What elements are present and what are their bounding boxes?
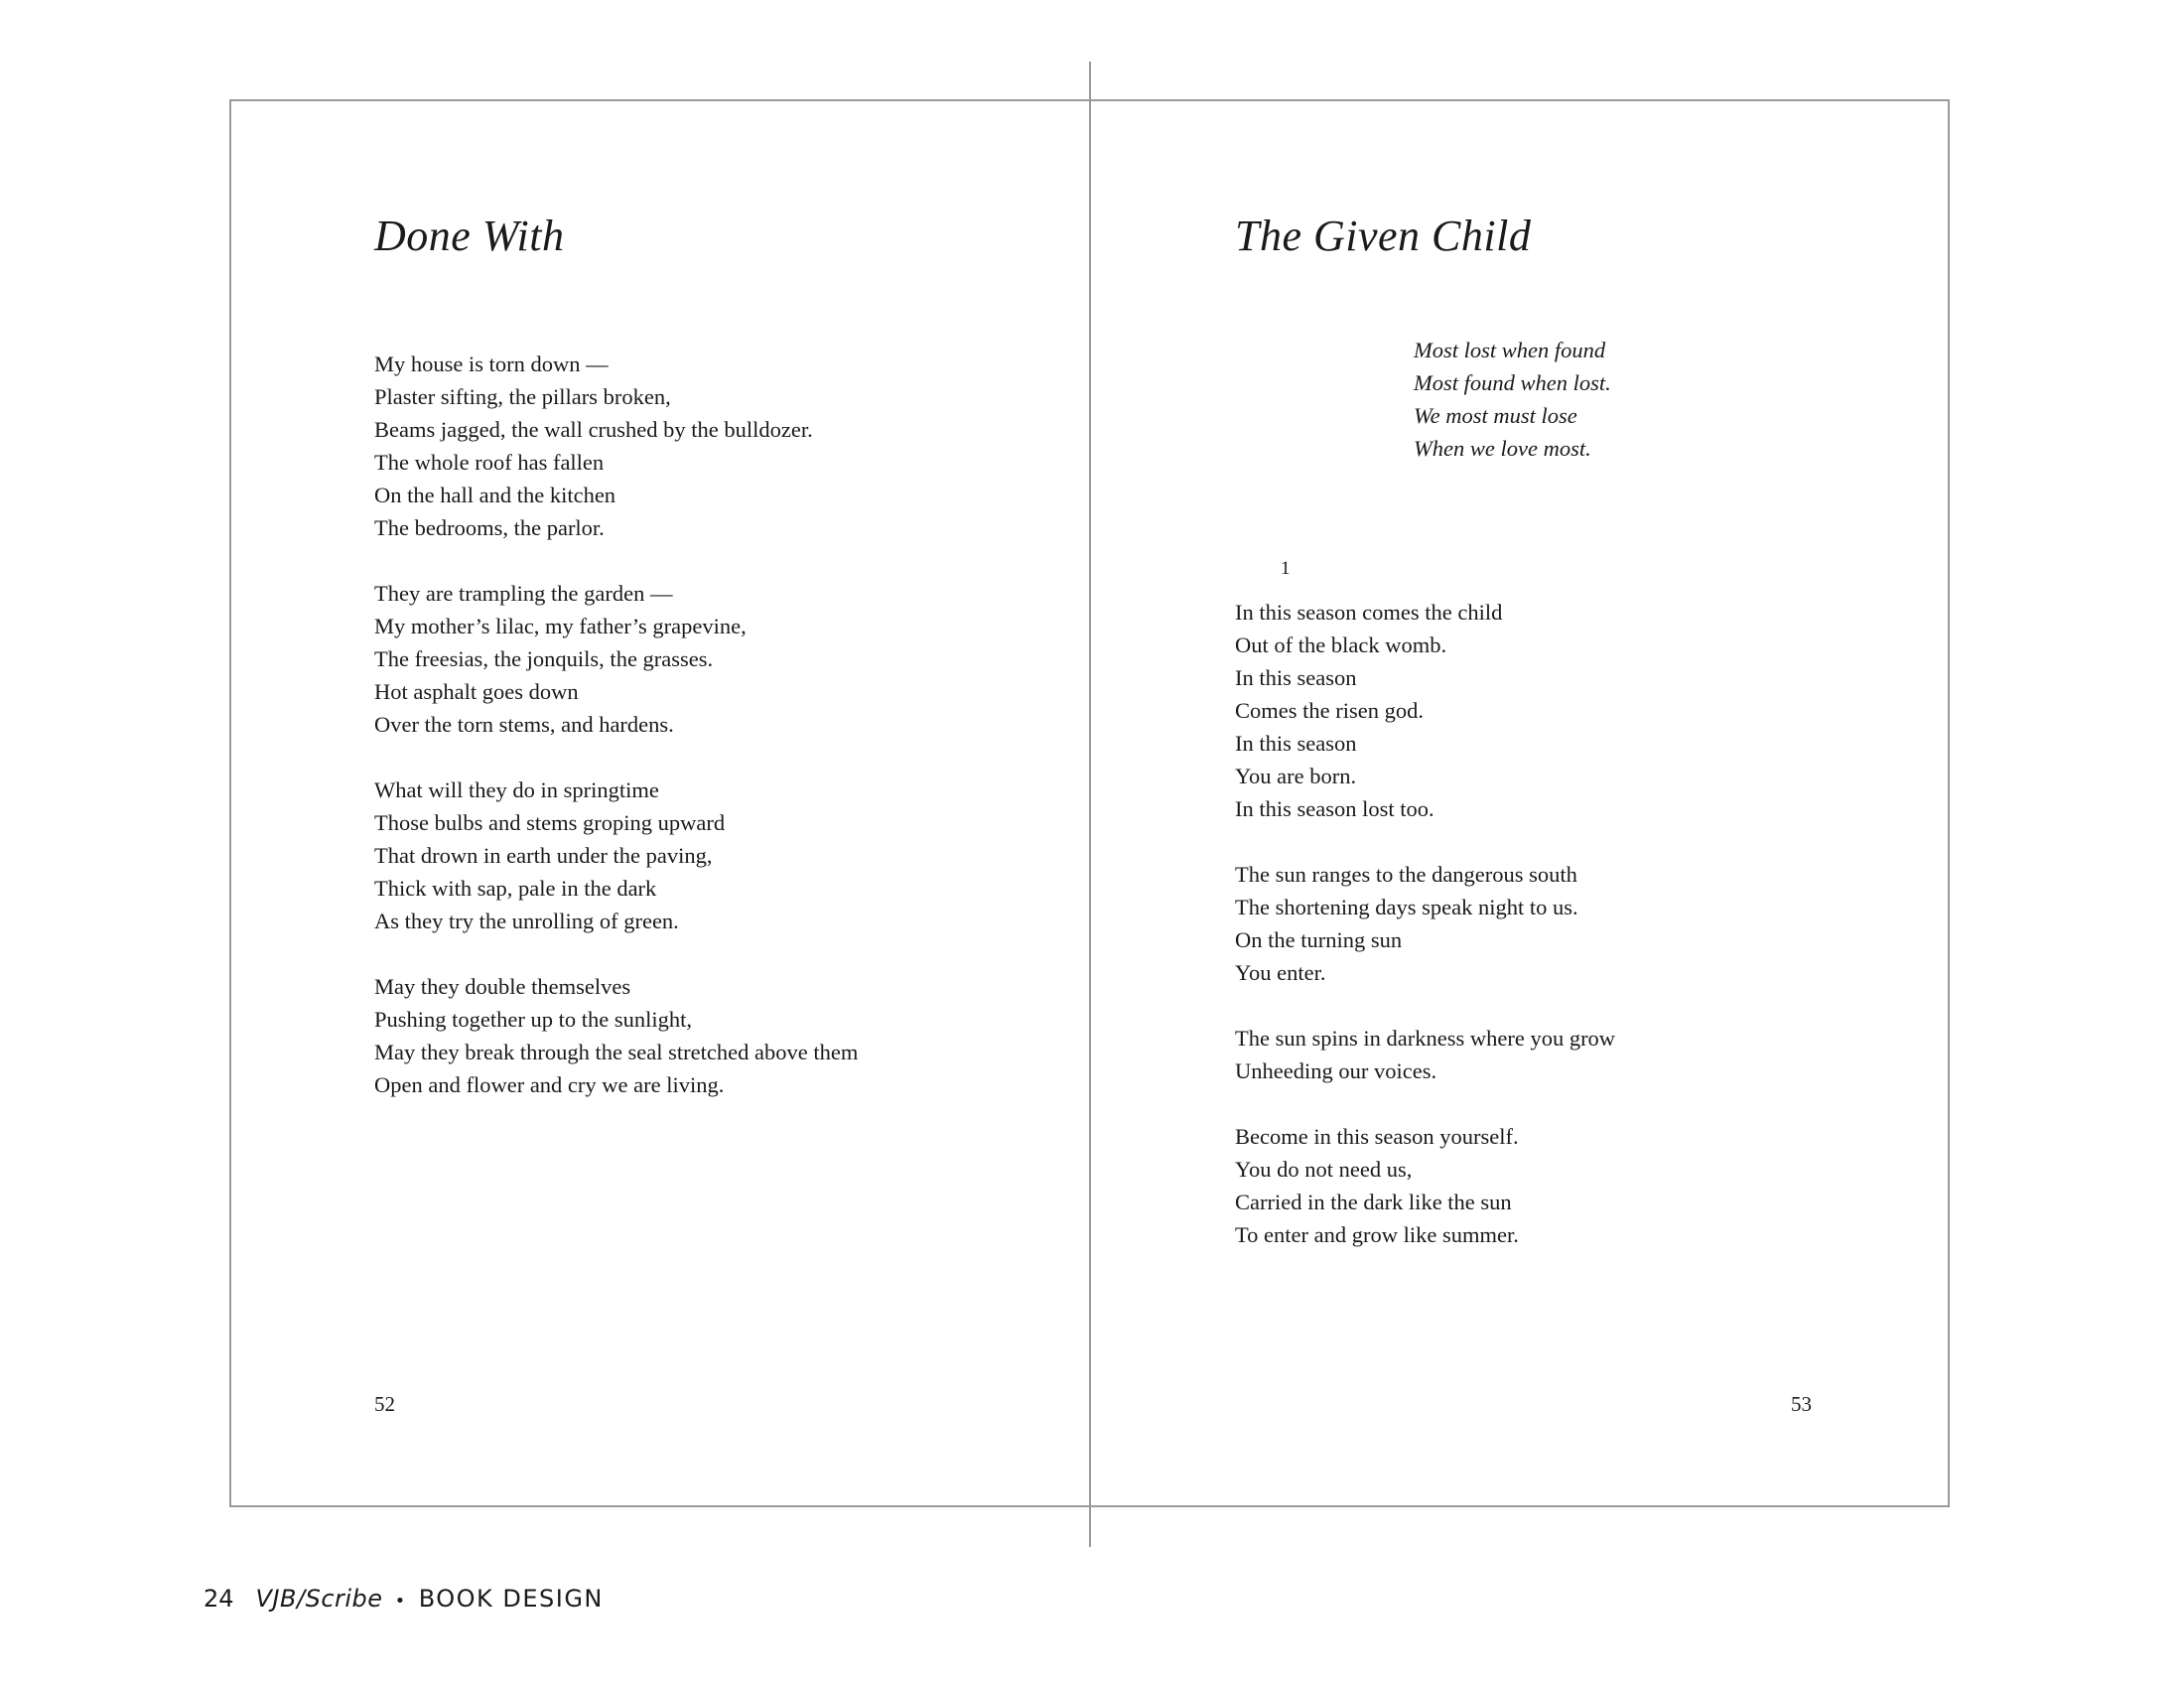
epigraph-line: Most found when lost. bbox=[1414, 370, 1611, 395]
poem-line: The shortening days speak night to us. bbox=[1235, 895, 1578, 919]
poem-line: Thick with sap, pale in the dark bbox=[374, 876, 657, 901]
gutter-line bbox=[1089, 62, 1091, 1547]
poem-line: Beams jagged, the wall crushed by the bulldozer. bbox=[374, 417, 813, 442]
portfolio-footer bbox=[204, 1585, 604, 1613]
poem-line: In this season bbox=[1235, 665, 1357, 690]
poem-line: To enter and grow like summer. bbox=[1235, 1222, 1519, 1247]
poem-line: May they break through the seal stretched above them bbox=[374, 1040, 859, 1064]
stanza bbox=[374, 970, 858, 1101]
poem-line: Unheeding our voices. bbox=[1235, 1058, 1437, 1083]
epigraph-line: When we love most. bbox=[1414, 436, 1591, 461]
page-number: 52 bbox=[374, 1392, 395, 1416]
poem-line: Open and flower and cry we are living. bbox=[374, 1072, 725, 1097]
poem-body bbox=[1235, 596, 1615, 1251]
stanza bbox=[1235, 1120, 1615, 1251]
section-number: 1 bbox=[1281, 558, 1291, 579]
poem-line: My house is torn down — bbox=[374, 352, 609, 376]
poem-line: That drown in earth under the paving, bbox=[374, 843, 713, 868]
footer-section: BOOK DESIGN bbox=[418, 1585, 604, 1613]
poem-line: What will they do in springtime bbox=[374, 777, 659, 802]
poem-line: Over the torn stems, and hardens. bbox=[374, 712, 674, 737]
poem-line: On the turning sun bbox=[1235, 927, 1403, 952]
stanza bbox=[1235, 858, 1615, 989]
poem-line: The bedrooms, the parlor. bbox=[374, 515, 605, 540]
poem-line: As they try the unrolling of green. bbox=[374, 909, 679, 933]
poem-line: Comes the risen god. bbox=[1235, 698, 1424, 723]
poem-line: In this season lost too. bbox=[1235, 796, 1434, 821]
poem-line: The sun spins in darkness where you grow bbox=[1235, 1026, 1616, 1051]
stanza bbox=[374, 774, 858, 937]
poem-line: Become in this season yourself. bbox=[1235, 1124, 1519, 1149]
footer-page-number: 24 bbox=[204, 1585, 234, 1613]
poem-line: They are trampling the garden — bbox=[374, 581, 673, 606]
poem-line: You do not need us, bbox=[1235, 1157, 1413, 1182]
stanza bbox=[1235, 596, 1615, 825]
poem-line: The freesias, the jonquils, the grasses. bbox=[374, 646, 714, 671]
poem-line: May they double themselves bbox=[374, 974, 631, 999]
stanza bbox=[374, 577, 858, 741]
epigraph-line: Most lost when found bbox=[1414, 338, 1606, 362]
poem-title: Done With bbox=[374, 211, 565, 260]
poem-line: Those bulbs and stems groping upward bbox=[374, 810, 726, 835]
poem-title: The Given Child bbox=[1235, 211, 1532, 260]
poem-line: Carried in the dark like the sun bbox=[1235, 1190, 1512, 1214]
poem-line: You enter. bbox=[1235, 960, 1326, 985]
stanza bbox=[1235, 1022, 1615, 1087]
poem-line: The whole roof has fallen bbox=[374, 450, 605, 475]
poem-line: Out of the black womb. bbox=[1235, 633, 1447, 657]
footer-separator: • bbox=[394, 1591, 407, 1612]
poem-line: You are born. bbox=[1235, 764, 1357, 788]
poem-line: Plaster sifting, the pillars broken, bbox=[374, 384, 671, 409]
page-number: 53 bbox=[1791, 1392, 1812, 1416]
poem-line: In this season bbox=[1235, 731, 1357, 756]
footer-brand: VJB/Scribe bbox=[255, 1585, 383, 1613]
poem-line: The sun ranges to the dangerous south bbox=[1235, 862, 1577, 887]
epigraph-line: We most must lose bbox=[1414, 403, 1577, 428]
poem-line: In this season comes the child bbox=[1235, 600, 1503, 625]
stanza bbox=[374, 348, 858, 544]
epigraph bbox=[1414, 334, 1611, 465]
poem-line: Pushing together up to the sunlight, bbox=[374, 1007, 692, 1032]
poem-line: My mother’s lilac, my father’s grapevine, bbox=[374, 614, 747, 638]
poem-line: On the hall and the kitchen bbox=[374, 483, 616, 507]
poem-line: Hot asphalt goes down bbox=[374, 679, 579, 704]
poem-body bbox=[374, 348, 858, 1101]
